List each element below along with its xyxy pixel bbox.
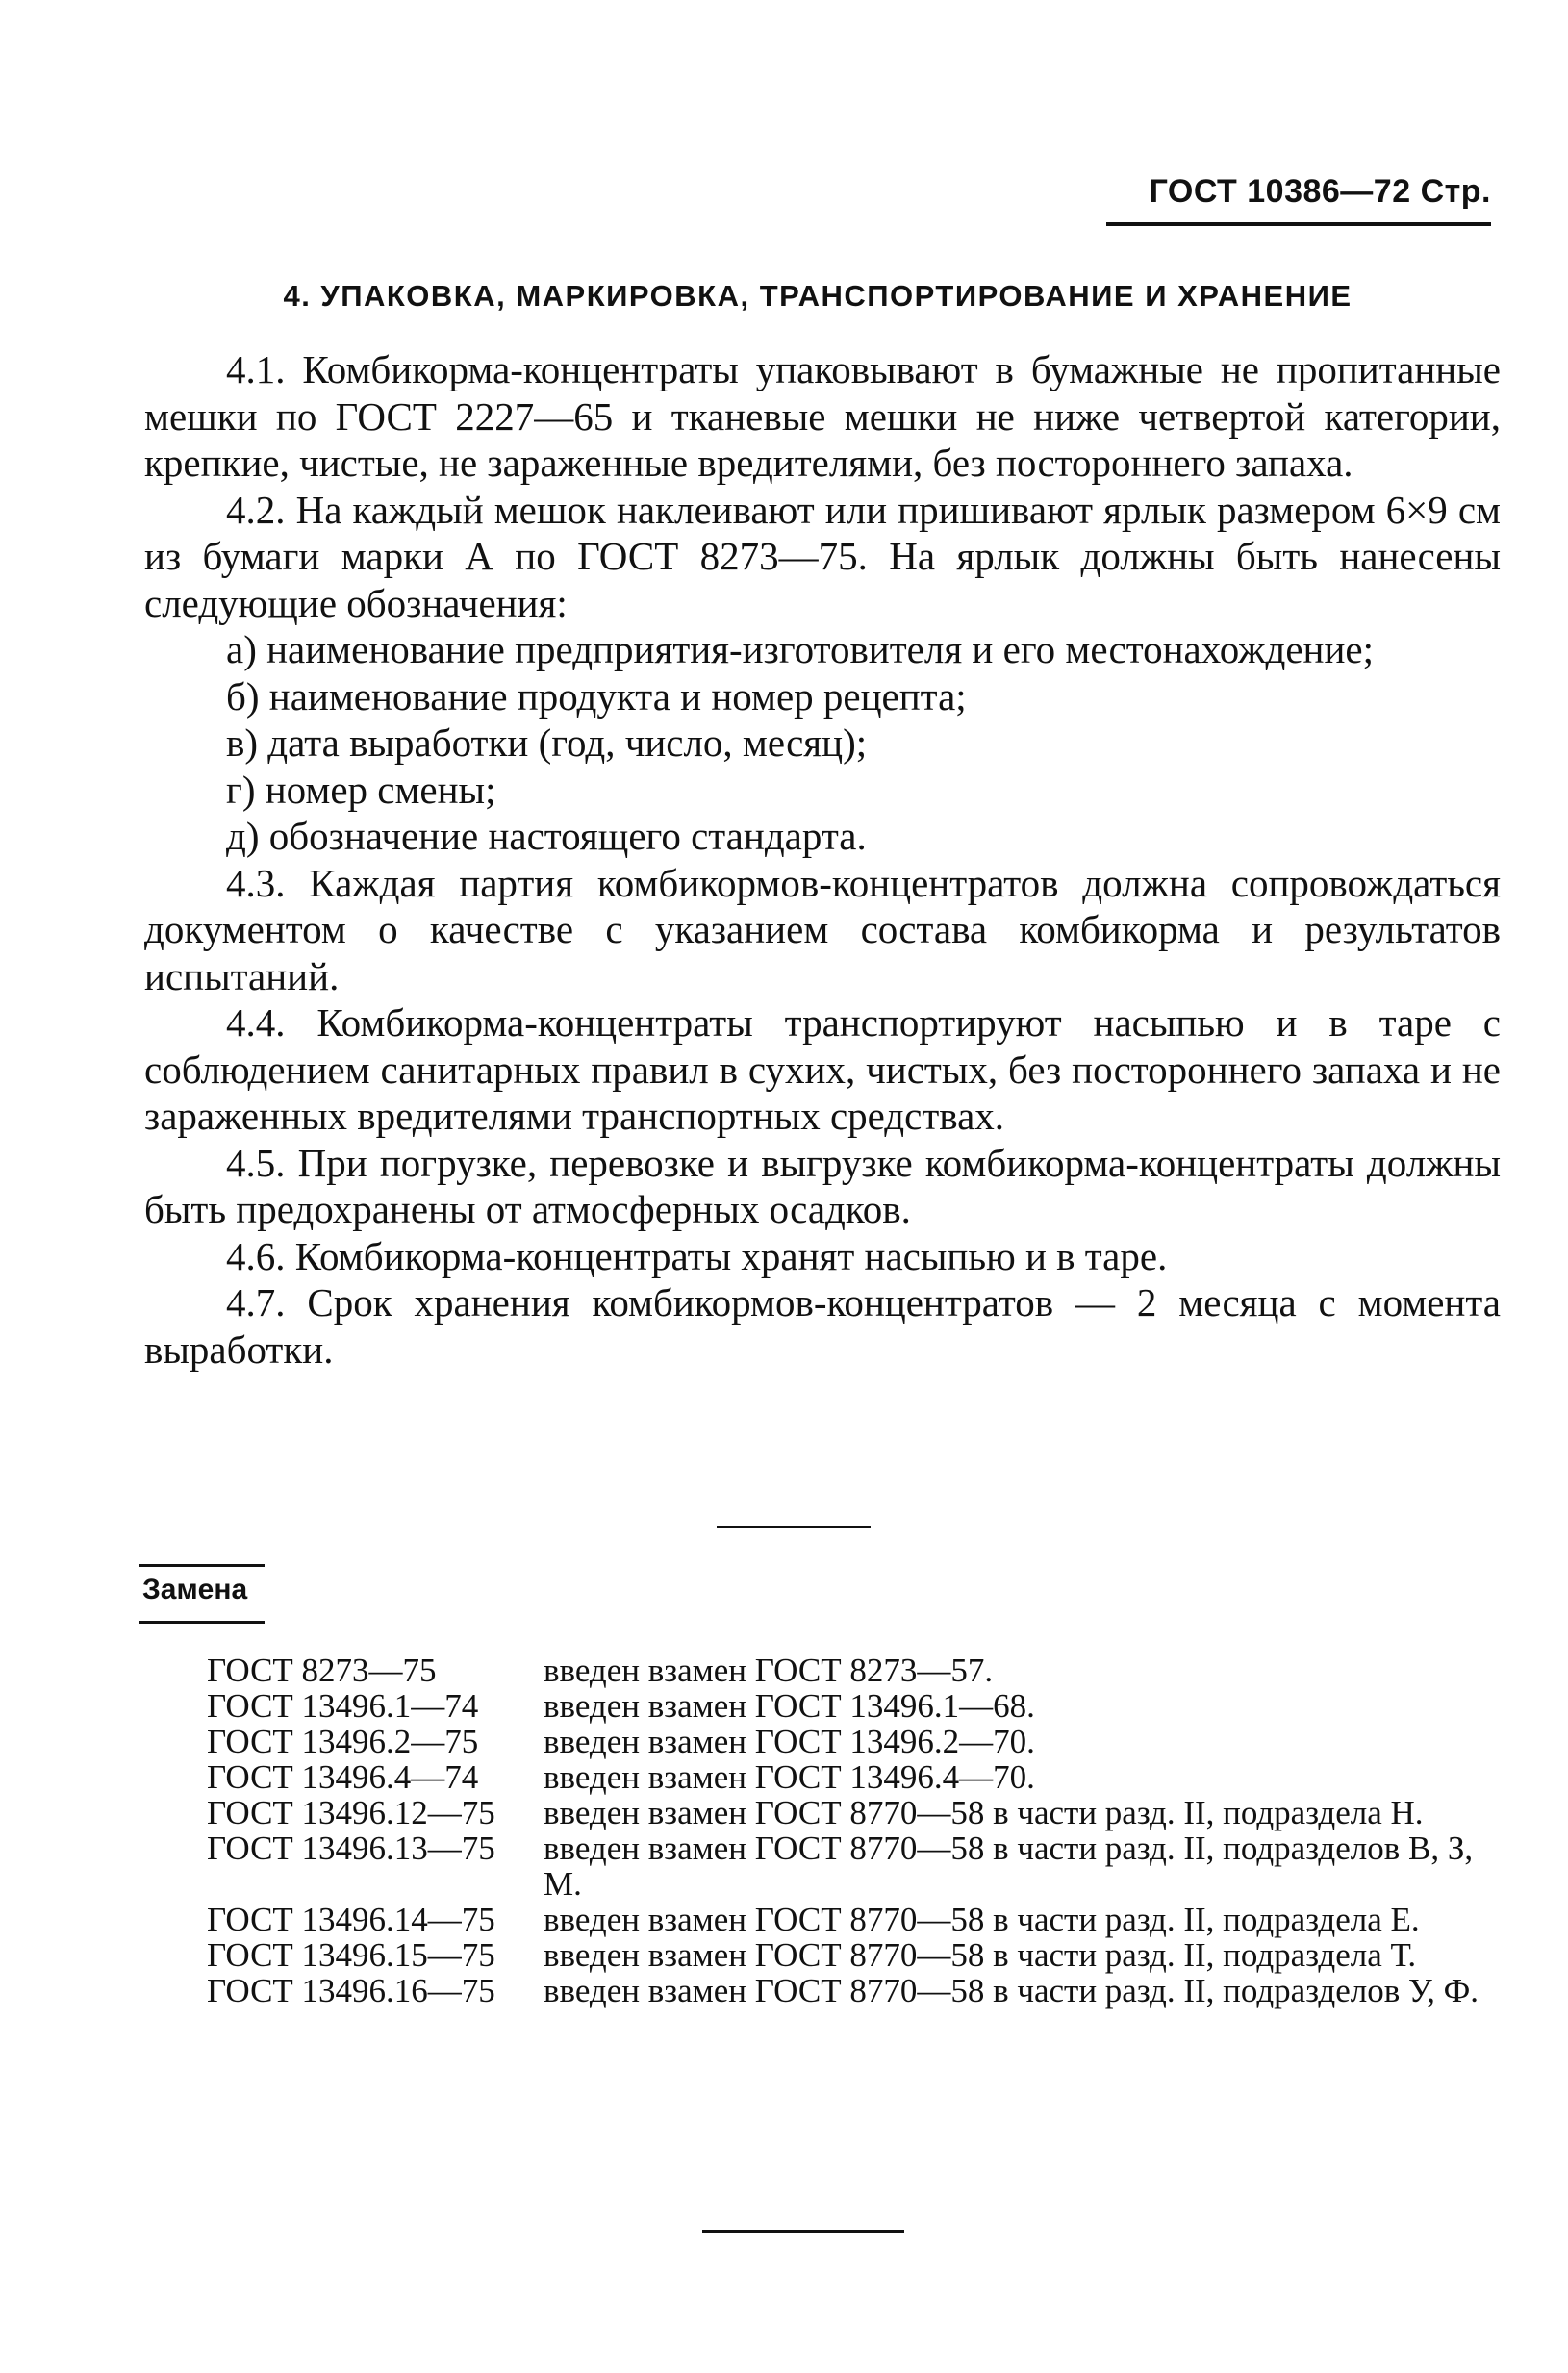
replacement-description: введен взамен ГОСТ 13496.2—70. [544,1723,1035,1760]
list-item-g: г) номер смены; [226,767,496,812]
paragraph-4-7: 4.7. Срок хранения комбикормов-концентратов — 2 месяца с момента выработки. [144,1280,1501,1372]
replacement-description: введен взамен ГОСТ 8770—58 в части разд. II, подразделов У, Ф. [544,1972,1479,2009]
zamena-rule-bottom [139,1621,265,1624]
replacement-row [207,1688,1496,1724]
page-header: ГОСТ 10386—72 Стр. [1106,173,1491,226]
replacement-row [207,1902,1496,1937]
zamena-label: Замена [142,1574,248,1605]
replacement-standard: ГОСТ 13496.4—74 [207,1758,479,1796]
replacement-standard: ГОСТ 13496.14—75 [207,1901,495,1938]
end-divider [702,2230,904,2233]
section-divider [717,1526,871,1528]
replacement-description: введен взамен ГОСТ 13496.1—68. [544,1687,1035,1725]
section-title: 4. УПАКОВКА, МАРКИРОВКА, ТРАНСПОРТИРОВАНИЕ И ХРАНЕНИЕ [283,279,1353,313]
replacement-row [207,1830,1496,1902]
replacement-standard: ГОСТ 13496.16—75 [207,1972,495,2009]
replacement-description: введен взамен ГОСТ 13496.4—70. [544,1758,1035,1796]
list-item-a: а) наименование предприятия-изготовителя и его местонахождение; [226,627,1375,671]
list-item-b: б) наименование продукта и номер рецепта; [226,673,967,719]
replacement-standard: ГОСТ 13496.2—75 [207,1723,479,1760]
zamena-rule-top [139,1564,265,1567]
replacement-standard: ГОСТ 13496.15—75 [207,1936,495,1974]
replacement-list [207,1653,1496,2008]
replacement-row [207,1653,1496,1688]
replacement-standard: ГОСТ 13496.1—74 [207,1687,479,1725]
paragraph-4-3: 4.3. Каждая партия комбикормов-концентратов должна сопровождаться документом о качестве с указанием состава комбикорма и результатов испытаний. [144,860,1501,998]
list-item-d: д) обозначение настоящего стандарта. [226,814,867,858]
paragraph-4-2: 4.2. На каждый мешок наклеивают или пришивают ярлык размером 6×9 см из бумаги марки А по ГОСТ 8273—75. На ярлык должны быть нанесены следующие обозначения: [144,487,1501,625]
replacement-description: введен взамен ГОСТ 8770—58 в части разд. II, подраздела Т. [544,1936,1417,1974]
section-body [144,346,1501,1373]
replacement-description: введен взамен ГОСТ 8770—58 в части разд. II, подразделов В, З, М. [544,1830,1474,1903]
replacement-row [207,1724,1496,1759]
replacement-row [207,1937,1496,1973]
replacement-standard: ГОСТ 13496.12—75 [207,1794,495,1831]
paragraph-4-4: 4.4. Комбикорма-концентраты транспортируют насыпью и в таре с соблюдением санитарных правил в сухих, чистых, без постороннего запаха и не зараженных вредителями транспортных средствах. [144,1000,1501,1138]
replacement-row [207,1759,1496,1795]
replacement-description: введен взамен ГОСТ 8273—57. [544,1652,994,1689]
replacement-description: введен взамен ГОСТ 8770—58 в части разд. II, подраздела Н. [544,1794,1424,1831]
paragraph-4-6: 4.6. Комбикорма-концентраты хранят насыпью и в таре. [226,1233,1168,1278]
replacement-standard: ГОСТ 13496.13—75 [207,1830,495,1867]
replacement-row [207,1795,1496,1830]
replacement-standard: ГОСТ 8273—75 [207,1652,437,1689]
paragraph-4-1: 4.1. Комбикорма-концентраты упаковывают в бумажные не пропитанные мешки по ГОСТ 2227—65 и тканевые мешки не ниже четвертой категории, крепкие, чистые, не зараженные вредителями, без постороннего запаха. [144,347,1501,485]
list-item-v: в) дата выработки (год, число, месяц); [226,720,868,765]
replacement-description: введен взамен ГОСТ 8770—58 в части разд. II, подраздела Е. [544,1901,1420,1938]
replacement-row [207,1973,1496,2008]
paragraph-4-5: 4.5. При погрузке, перевозке и выгрузке комбикорма-концентраты должны быть предохранены от атмосферных осадков. [144,1140,1501,1231]
